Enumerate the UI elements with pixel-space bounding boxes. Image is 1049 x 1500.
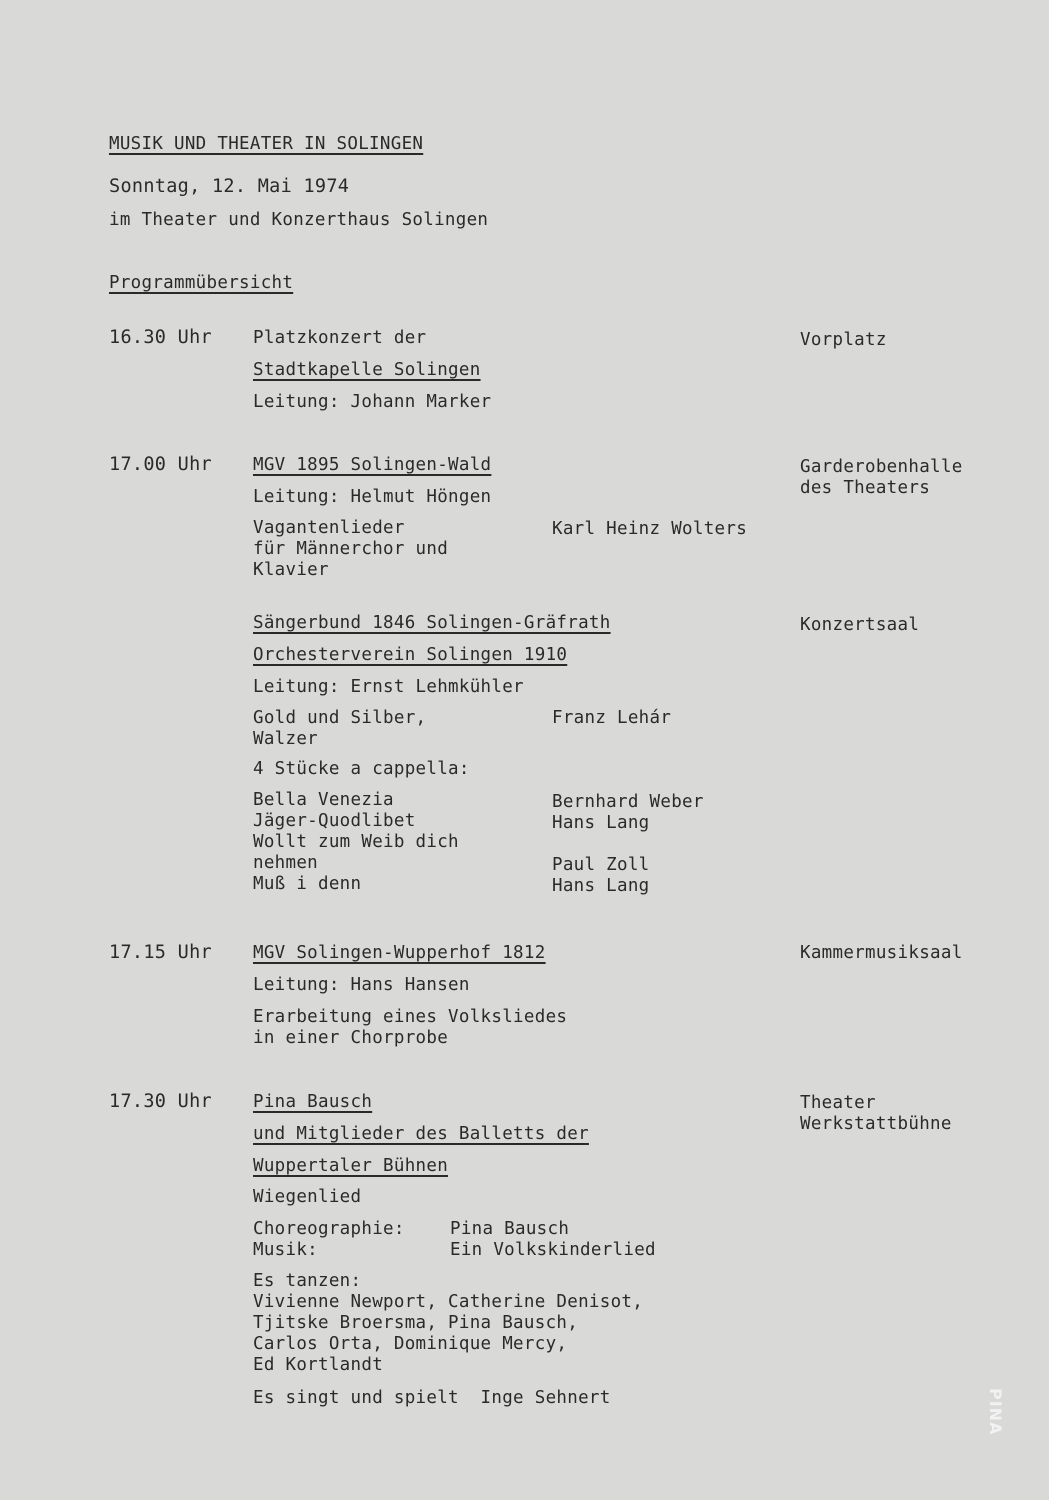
entry-leader: Leitung: Helmut Höngen — [253, 487, 492, 507]
entry-location: Kammermusiksaal — [800, 943, 963, 963]
entry-leader: Leitung: Hans Hansen — [253, 975, 470, 995]
event-date: Sonntag, 12. Mai 1974 — [109, 176, 350, 197]
pina-watermark-logo: PINA — [986, 1388, 1005, 1436]
entry-group: Orchesterverein Solingen 1910 — [253, 645, 568, 665]
entry-composer: Franz Lehár — [552, 708, 672, 728]
entry-location: Theater Werkstattbühne — [800, 1093, 952, 1134]
entry-composer: Karl Heinz Wolters — [552, 519, 748, 539]
entry-time: 17.30 Uhr — [109, 1091, 212, 1112]
entry-location: Konzertsaal — [800, 615, 920, 635]
entry-credits-values: Pina Bausch Ein Volkskinderlied — [450, 1219, 656, 1260]
entry-pieces: Bella Venezia Jäger-Quodlibet Wollt zum Weib dich nehmen Muß i denn — [253, 790, 459, 894]
entry-time: 17.00 Uhr — [109, 454, 212, 475]
entry-group: MGV Solingen-Wupperhof 1812 — [253, 943, 546, 963]
entry-location: Garderobenhalle des Theaters — [800, 457, 963, 498]
entry-work: Gold und Silber, Walzer — [253, 708, 427, 749]
entry-group: und Mitglieder des Balletts der — [253, 1124, 589, 1144]
entry-location: Vorplatz — [800, 330, 887, 350]
entry-credits-labels: Choreographie: Musik: — [253, 1219, 405, 1260]
entry-group: Stadtkapelle Solingen — [253, 360, 481, 380]
entry-group: MGV 1895 Solingen-Wald — [253, 455, 492, 475]
event-venue: im Theater und Konzerthaus Solingen — [109, 210, 489, 230]
entry-work: Wiegenlied — [253, 1187, 362, 1207]
entry-dancers: Es tanzen: Vivienne Newport, Catherine Denisot, Tjitske Broersma, Pina Bausch, Carlos Orta, Dominique Mercy, Ed Kortlandt — [253, 1271, 644, 1375]
entry-work: Vagantenlieder für Männerchor und Klavier — [253, 518, 449, 580]
entry-pieces-composers: Bernhard Weber Hans Lang Paul Zoll Hans Lang — [552, 792, 704, 896]
entry-leader: Leitung: Johann Marker — [253, 392, 492, 412]
entry-line: Platzkonzert der — [253, 328, 427, 348]
entry-work: Erarbeitung eines Volksliedes in einer Chorprobe — [253, 1007, 568, 1048]
entry-group: Sängerbund 1846 Solingen-Gräfrath — [253, 613, 611, 633]
entry-time: 17.15 Uhr — [109, 942, 212, 963]
entry-time: 16.30 Uhr — [109, 327, 212, 348]
entry-singer: Es singt und spielt Inge Sehnert — [253, 1388, 611, 1408]
entry-group: Pina Bausch — [253, 1092, 373, 1112]
entry-leader: Leitung: Ernst Lehmkühler — [253, 677, 524, 697]
section-heading: Programmübersicht — [109, 273, 294, 293]
entry-subheading: 4 Stücke a cappella: — [253, 759, 470, 779]
entry-group: Wuppertaler Bühnen — [253, 1156, 449, 1176]
document-title: MUSIK UND THEATER IN SOLINGEN — [109, 134, 424, 154]
